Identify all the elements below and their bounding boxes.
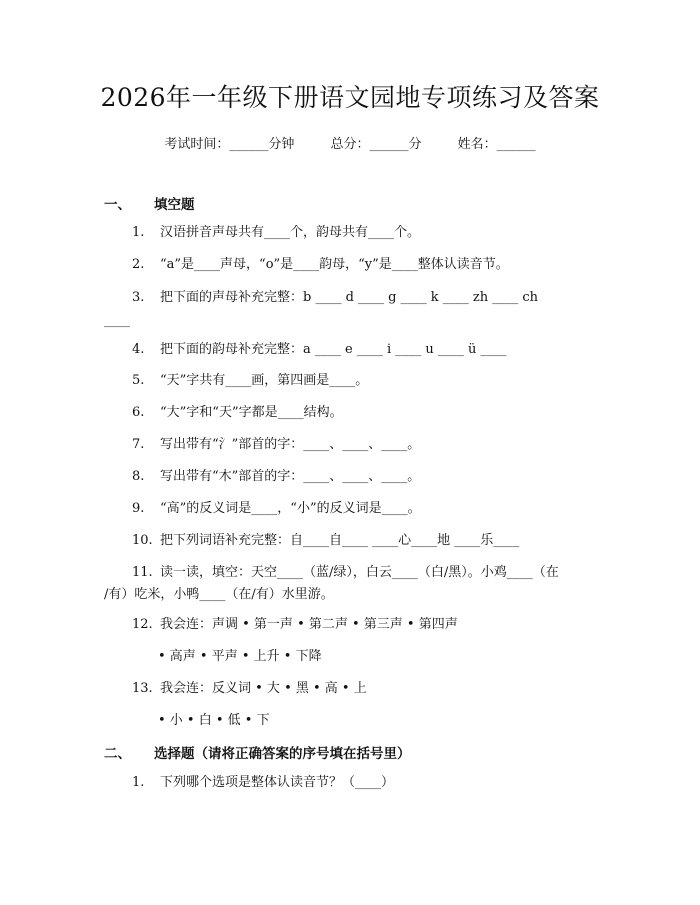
question-item <box>132 562 559 584</box>
question-text: 下列哪个选项是整体认读音节？（____） <box>160 775 395 790</box>
question-text: 写出带有“氵”部首的字：____、____、____。 <box>160 437 421 452</box>
question-item <box>132 772 394 794</box>
question-item <box>132 614 458 636</box>
question-item <box>132 678 367 700</box>
question-number: 9. <box>132 501 145 516</box>
question-continuation: • 高声 • 平声 • 上升 • 下降 <box>158 649 322 664</box>
exam-meta <box>0 133 700 152</box>
question-number: 8. <box>132 469 145 484</box>
question-item <box>132 287 538 309</box>
question-text: 汉语拼音声母共有____个，韵母共有____个。 <box>160 225 421 240</box>
question-item <box>132 530 519 552</box>
question-item <box>132 370 368 392</box>
question-item <box>132 402 343 424</box>
question-text: 读一读，填空：天空____（蓝/绿），白云____（白/黑）。小鸡____（在 <box>160 565 559 580</box>
question-number: 6. <box>132 405 145 420</box>
question-item <box>132 254 509 276</box>
section-title: 选择题（请将正确答案的序号填在括号里） <box>154 746 411 762</box>
question-number: 12. <box>132 617 153 632</box>
section-heading-choice <box>104 742 411 762</box>
question-text: 写出带有“木”部首的字：____、____、____。 <box>160 469 421 484</box>
question-number: 13. <box>132 681 153 696</box>
question-number: 4. <box>132 342 145 357</box>
question-number: 1. <box>132 775 145 790</box>
question-number: 5. <box>132 373 145 388</box>
question-item <box>132 466 420 488</box>
exam-score: 总分：______分 <box>330 137 422 152</box>
question-text: 我会连：声调 • 第一声 • 第二声 • 第三声 • 第四声 <box>160 617 458 632</box>
question-number: 3. <box>132 290 145 305</box>
question-text: 把下面的声母补充完整：b ____ d ____ g ____ k ____ zh ____ ch <box>160 290 539 305</box>
section-number: 二、 <box>104 746 131 762</box>
question-text: “a”是____声母，“o”是____韵母，“y”是____整体认读音节。 <box>160 257 509 272</box>
section-number: 一、 <box>104 197 131 213</box>
question-number: 11. <box>132 565 153 580</box>
question-text: 把下面的韵母补充完整：a ____ e ____ i ____ u ____ ü ____ <box>160 342 507 357</box>
section-heading-fill <box>104 193 195 213</box>
question-text: “大”字和“天”字都是____结构。 <box>160 405 343 420</box>
question-text: 我会连：反义词 • 大 • 黑 • 高 • 上 <box>160 681 367 696</box>
exam-time: 考试时间：______分钟 <box>164 137 295 152</box>
question-text: “天”字共有____画，第四画是____。 <box>160 373 369 388</box>
student-name: 姓名：______ <box>457 137 536 152</box>
question-number: 7. <box>132 437 145 452</box>
page-title: 2026年一年级下册语文园地专项练习及答案 <box>100 83 600 112</box>
question-continuation: • 小 • 白 • 低 • 下 <box>158 713 270 728</box>
section-title: 填空题 <box>154 197 195 213</box>
question-item <box>132 434 420 456</box>
question-number: 2. <box>132 257 145 272</box>
question-item <box>132 222 420 244</box>
question-text: “高”的反义词是____，“小”的反义词是____。 <box>160 501 421 516</box>
question-continuation: /有）吃米，小鸭____（在/有）水里游。 <box>104 587 334 602</box>
question-number: 10. <box>132 533 153 548</box>
question-item <box>132 339 507 361</box>
question-continuation: ____ <box>104 313 130 328</box>
question-text: 把下列词语补充完整：自____自____ ____心____地 ____乐____ <box>160 533 520 548</box>
question-item <box>132 498 421 520</box>
question-number: 1. <box>132 225 145 240</box>
